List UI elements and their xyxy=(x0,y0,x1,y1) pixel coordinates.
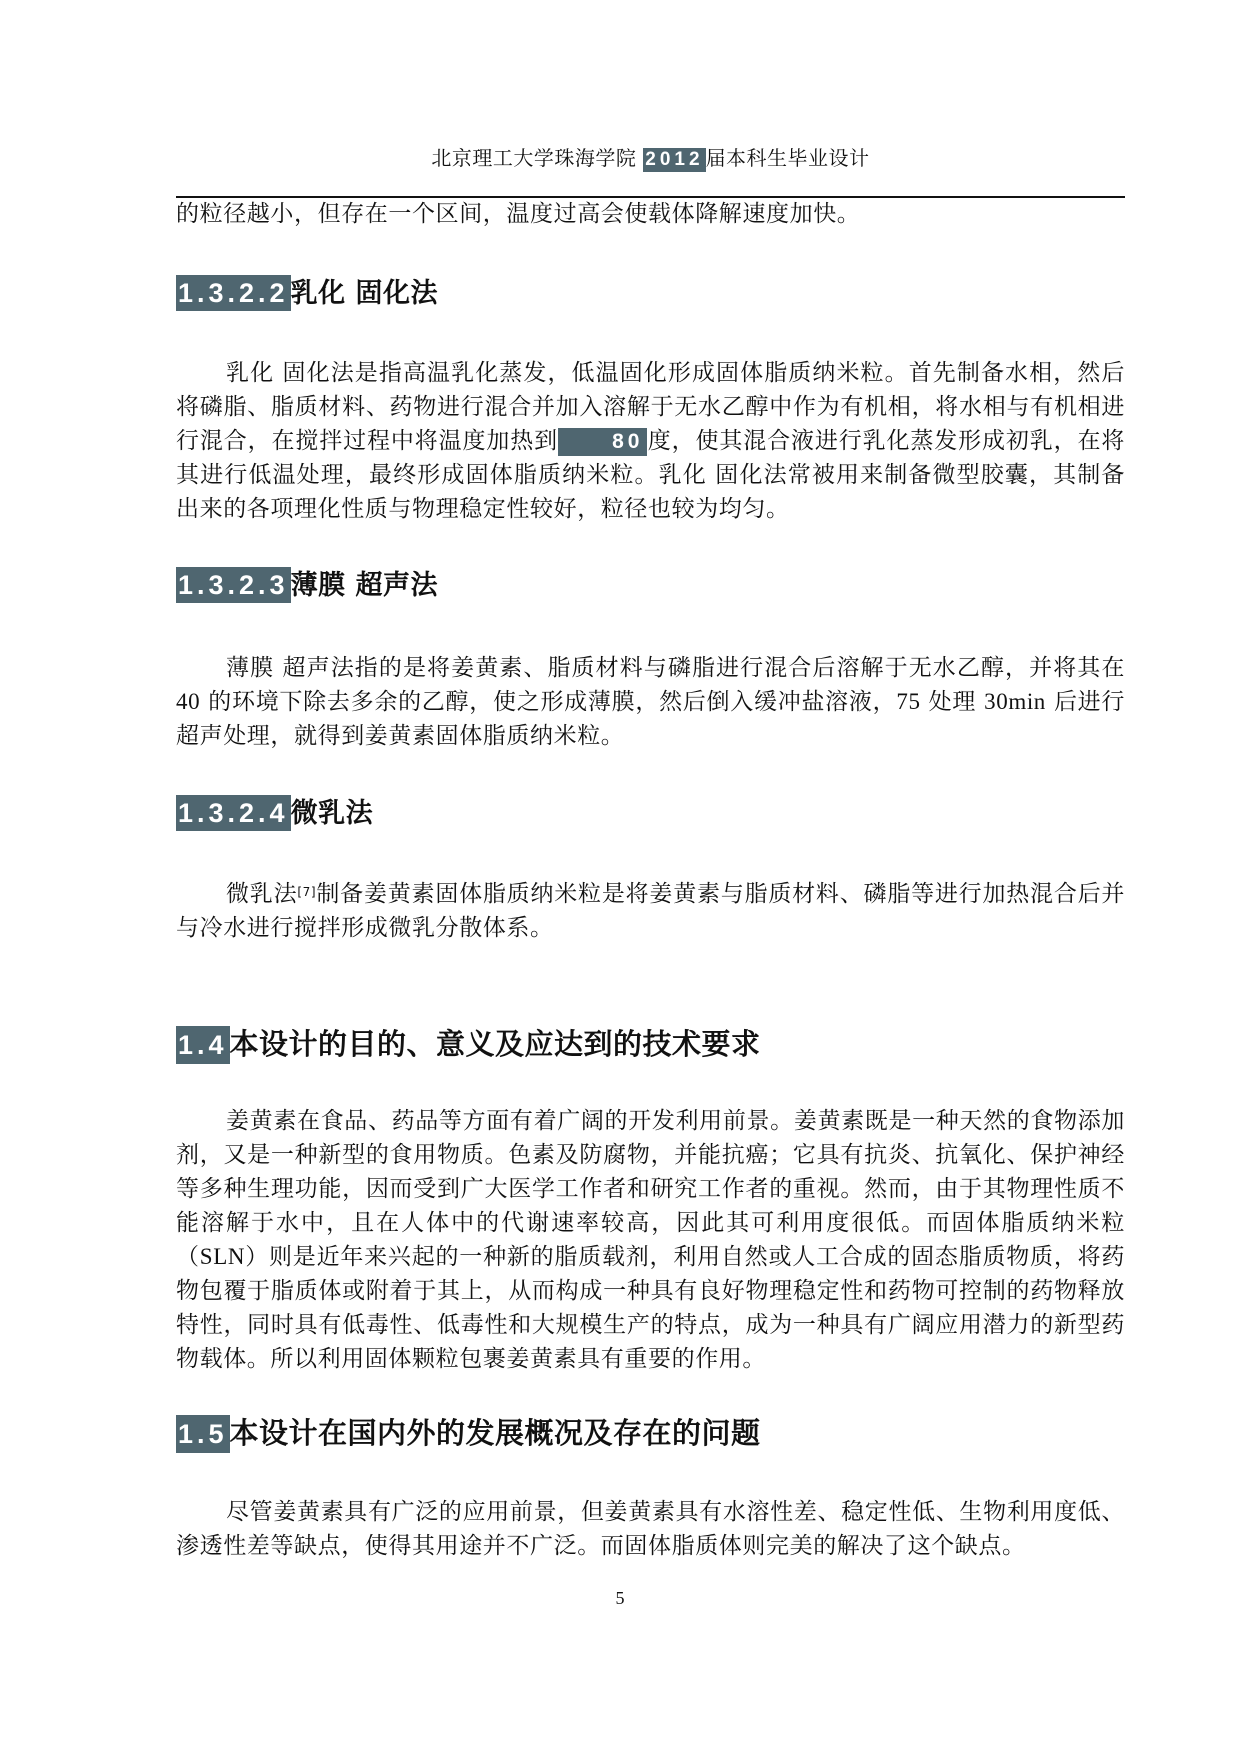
paragraph-text: 制备姜黄素固体脂质纳米粒是将姜黄素与脂质材料、磷脂等进行加热混合后并与冷水进行搅拌形成微乳分散体系。 xyxy=(176,881,1125,941)
paragraph-text: 后进行超声处理，就得到姜黄素固体脂质纳米粒。 xyxy=(176,689,1126,749)
temperature-mask: 80 xyxy=(558,428,647,456)
section-title: 本设计的目的、意义及应达到的技术要求 xyxy=(229,1027,761,1061)
section-number-mask: 1.3.2.4 xyxy=(176,795,291,831)
paragraph-text: 处理 xyxy=(920,689,985,715)
section-number-mask: 1.3.2.3 xyxy=(176,567,291,603)
section-paragraph xyxy=(176,356,1125,526)
paragraph-text: 薄膜 超声法指的是将姜黄素、脂质材料与磷脂进行混合后溶解于无水乙醇，并将其在 xyxy=(226,655,1125,681)
paragraph-text: 姜黄素在食品、药品等方面有着广阔的开发利用前景。姜黄素既是一种天然的食物添加剂，又是一种新型的食用物质。色素及防腐物，并能抗癌；它具有抗炎、抗氧化、保护神经等多种生理功能，因而受到广大医学工作者和研究工作者的重视。然而，由于其物理性质不能溶解于水中，且在人体中的代谢速率较高，因此其可利用度很低。而固体脂质纳米粒（ xyxy=(176,1108,1125,1270)
section-paragraph xyxy=(176,877,1125,945)
section-1-5-body xyxy=(176,1495,1125,1563)
section-number-mask: 1.3.2.2 xyxy=(176,275,291,311)
paragraph-text: 度，使其混合液进行乳化蒸发形成初乳，在将其进行低温处理，最终形成固体脂质纳米粒。乳化 固化法常被用来制备微型胶囊，其制备出来的各项理化性质与物理稳定性较好，粒径也较为均匀。 xyxy=(176,428,1125,522)
section-title: 乳化 固化法 xyxy=(290,278,438,309)
section-paragraph xyxy=(176,1104,1125,1376)
temperature-value: 40 xyxy=(176,689,201,714)
section-title: 薄膜 超声法 xyxy=(290,570,438,601)
section-paragraph xyxy=(176,651,1125,753)
section-1-3-2-3-body xyxy=(176,651,1125,753)
section-title: 微乳法 xyxy=(290,798,374,829)
page-number: 5 xyxy=(615,1588,625,1608)
paragraph-text: 乳化 固化法是指高温乳化蒸发，低温固化形成固体脂质纳米粒。首先制备水相，然后将磷脂、脂质材料、药物进行混合并加入溶解于无水乙醇中作为有机相，将水相与有机相进行混合，在搅拌过程中将温度加热到 xyxy=(176,360,1125,454)
section-1-4-heading xyxy=(176,1024,1125,1064)
temperature-value: 75 xyxy=(896,689,921,714)
continuation-text: 的粒径越小，但存在一个区间，温度过高会使载体降解速度加快。 xyxy=(176,201,861,227)
header-school: 北京理工大学珠海学院 xyxy=(431,146,637,170)
header-year-mask: 2012 xyxy=(645,149,704,170)
citation: [7] xyxy=(297,885,317,899)
continuation-block xyxy=(176,197,1125,231)
page-header xyxy=(176,143,1125,173)
section-number-mask: 1.4 xyxy=(176,1026,230,1064)
section-paragraph: 尽管姜黄素具有广泛的应用前景，但姜黄素具有水溶性差、稳定性低、生物利用度低、渗透性差等缺点，使得其用途并不广泛。而固体脂质体则完美的解决了这个缺点。 xyxy=(176,1499,1125,1559)
paragraph-text: ）则是近年来兴起的一种新的脂质载剂，利用自然或人工合成的固态脂质物质，将药物包覆于脂质体或附着于其上，从而构成一种具有良好物理稳定性和药物可控制的药物释放特性，同时具有低毒性、低毒性和大规模生产的特点，成为一种具有广阔应用潜力的新型药物载体。所以利用固体颗粒包裹姜黄素具有重要的作用。 xyxy=(176,1244,1126,1372)
section-1-3-2-4-body xyxy=(176,877,1125,945)
section-1-4-body xyxy=(176,1104,1125,1376)
section-1-3-2-2-body xyxy=(176,356,1125,526)
section-number-mask: 1.5 xyxy=(176,1415,230,1453)
paragraph-text: 微乳法 xyxy=(226,881,298,907)
paragraph-text: 的环境下除去多余的乙醇，使之形成薄膜，然后倒入缓冲盐溶液， xyxy=(200,689,897,715)
section-1-5-heading xyxy=(176,1413,1125,1453)
abbreviation: SLN xyxy=(199,1244,246,1269)
section-1-3-2-2-heading xyxy=(176,275,1125,313)
header-suffix: 届本科生毕业设计 xyxy=(705,146,870,170)
section-1-3-2-3-heading xyxy=(176,567,1125,605)
duration-value: 30min xyxy=(984,689,1046,714)
section-1-3-2-4-heading xyxy=(176,795,1125,833)
section-title: 本设计在国内外的发展概况及存在的问题 xyxy=(229,1416,761,1450)
